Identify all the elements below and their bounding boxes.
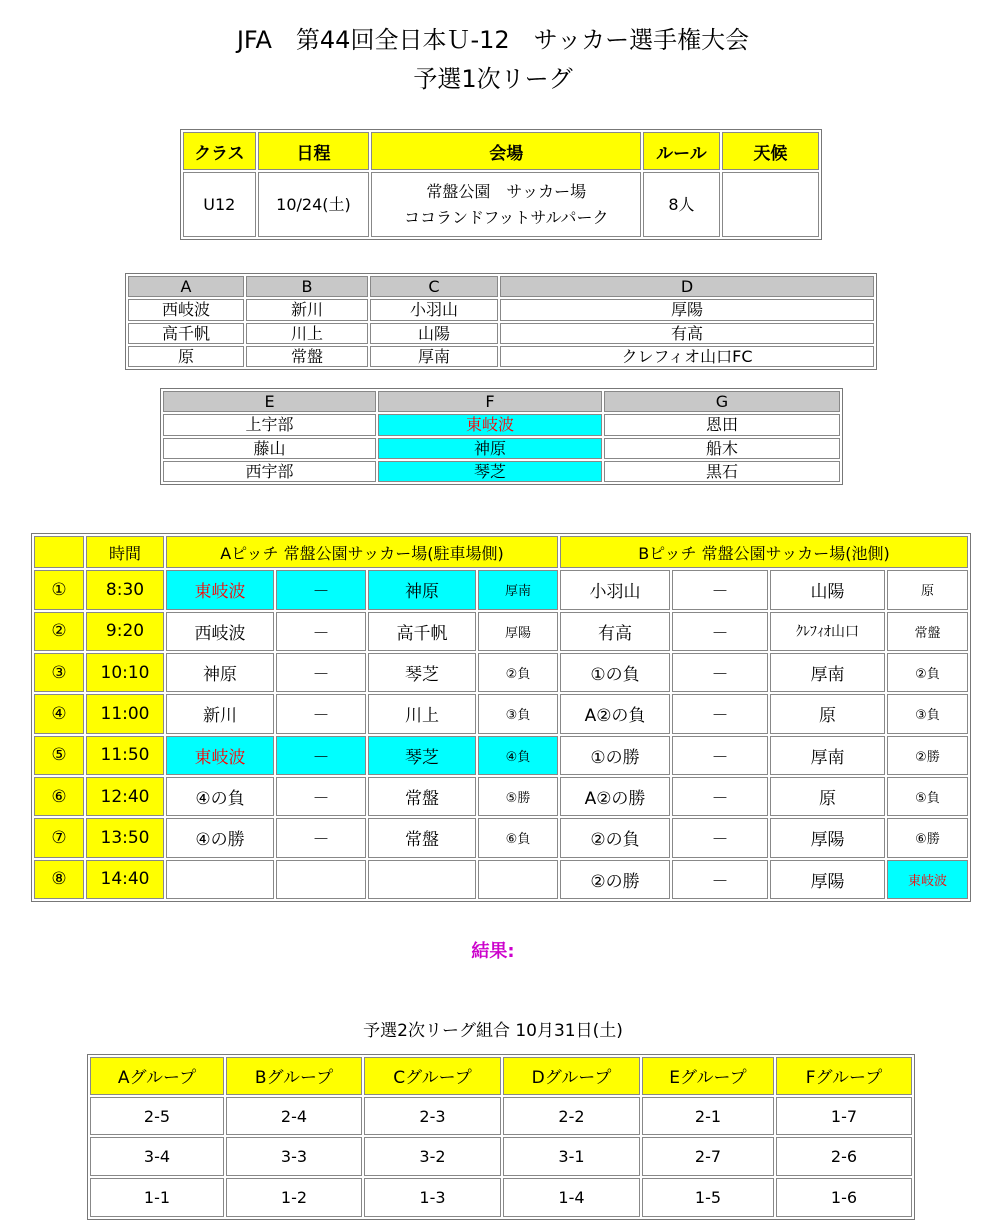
info-rule: 8人 (643, 172, 719, 237)
schedule-cell-br: ③負 (887, 694, 968, 733)
schedule-cell-a2: 神原 (368, 570, 476, 609)
schedule-cell-b1: A②の負 (560, 694, 670, 733)
schedule-row (34, 860, 968, 899)
schedule-cell-a2: 川上 (368, 694, 476, 733)
schedule-cell-br: 東岐波 (887, 860, 968, 899)
header-venue: 会場 (371, 132, 641, 170)
groups-e-g-table (160, 388, 843, 485)
schedule-cell-a2: 常盤 (368, 777, 476, 816)
schedule-cell-a1: ④の勝 (166, 818, 274, 857)
header-class: クラス (183, 132, 256, 170)
round2-cell: 3-1 (503, 1137, 640, 1176)
schedule-cell-b1: ②の負 (560, 818, 670, 857)
team-cell-highlighted: 神原 (378, 438, 602, 459)
schedule-cell-br: 常盤 (887, 612, 968, 651)
team-cell: 原 (128, 346, 244, 367)
group-header: D (500, 276, 874, 297)
team-cell: 船木 (604, 438, 840, 459)
result-label: 結果: (471, 941, 515, 962)
schedule-cell-bv: － (672, 694, 768, 733)
header-rule: ルール (643, 132, 719, 170)
round2-title: 予選2次リーグ組合 10月31日(土) (363, 1021, 623, 1041)
header-weather: 天候 (722, 132, 819, 170)
round2-cell: 2-2 (503, 1097, 640, 1136)
team-cell: 厚南 (370, 346, 498, 367)
schedule-cell-bv: － (672, 570, 768, 609)
schedule-cell-no: ③ (34, 653, 84, 692)
team-cell-highlighted: 琴芝 (378, 461, 602, 482)
venue-line-1: 常盤公園 サッカー場 (426, 181, 587, 201)
round2-table (87, 1054, 915, 1220)
schedule-row (34, 653, 968, 692)
schedule-cell-bv: － (672, 777, 768, 816)
schedule-cell-no: ⑦ (34, 818, 84, 857)
schedule-cell-b2: 厚南 (770, 736, 885, 775)
round2-cell: 1-7 (776, 1097, 912, 1136)
round2-cell: 1-1 (90, 1178, 224, 1217)
schedule-cell-b2: 厚陽 (770, 860, 885, 899)
round2-cell: 1-5 (642, 1178, 774, 1217)
schedule-cell-b1: ②の勝 (560, 860, 670, 899)
schedule-cell-ar: 厚陽 (478, 612, 558, 651)
schedule-cell-br: ②勝 (887, 736, 968, 775)
team-cell: クレフィオ山口FC (500, 346, 874, 367)
schedule-cell-time: 11:00 (86, 694, 164, 733)
schedule-cell-time: 8:30 (86, 570, 164, 609)
schedule-cell-b2: 厚南 (770, 653, 885, 692)
info-weather (722, 172, 819, 237)
group-header: C (370, 276, 498, 297)
schedule-cell-a1 (166, 860, 274, 899)
schedule-cell-no: ⑤ (34, 736, 84, 775)
round2-cell: 2-7 (642, 1137, 774, 1176)
schedule-cell-a2: 高千帆 (368, 612, 476, 651)
schedule-cell-b1: 小羽山 (560, 570, 670, 609)
schedule-cell-ar (478, 860, 558, 899)
round2-cell: 2-6 (776, 1137, 912, 1176)
schedule-cell-b2: 山陽 (770, 570, 885, 609)
round2-cell: 2-1 (642, 1097, 774, 1136)
team-cell: 常盤 (246, 346, 368, 367)
round2-header: Aグループ (90, 1057, 224, 1095)
schedule-cell-a1: 東岐波 (166, 570, 274, 609)
schedule-cell-ar: ⑥負 (478, 818, 558, 857)
round2-cell: 3-2 (364, 1137, 501, 1176)
groups-a-d-table (125, 273, 877, 370)
schedule-cell-no: ① (34, 570, 84, 609)
round2-header: Dグループ (503, 1057, 640, 1095)
schedule-cell-a1: 新川 (166, 694, 274, 733)
schedule-cell-a2: 琴芝 (368, 736, 476, 775)
team-cell: 厚陽 (500, 299, 874, 320)
match-info-table (180, 129, 822, 240)
schedule-cell-br: ⑤負 (887, 777, 968, 816)
team-cell: 恩田 (604, 414, 840, 435)
group-header: F (378, 391, 602, 412)
schedule-cell-time: 10:10 (86, 653, 164, 692)
schedule-row (34, 612, 968, 651)
schedule-cell-no: ⑥ (34, 777, 84, 816)
schedule-cell-a1: 東岐波 (166, 736, 274, 775)
group-header: E (163, 391, 376, 412)
team-cell: 西岐波 (128, 299, 244, 320)
schedule-cell-av: － (276, 694, 366, 733)
team-cell: 西宇部 (163, 461, 376, 482)
round2-cell: 2-4 (226, 1097, 362, 1136)
schedule-cell-a2 (368, 860, 476, 899)
schedule-cell-a1: 神原 (166, 653, 274, 692)
schedule-cell-no: ② (34, 612, 84, 651)
schedule-cell-ar: ②負 (478, 653, 558, 692)
schedule-cell-av: － (276, 736, 366, 775)
schedule-cell-av: － (276, 818, 366, 857)
pitch-a-header: Aピッチ 常盤公園サッカー場(駐車場側) (166, 536, 558, 568)
schedule-cell-br: ②負 (887, 653, 968, 692)
round2-header: Eグループ (642, 1057, 774, 1095)
schedule-cell-b1: 有高 (560, 612, 670, 651)
round2-cell: 1-6 (776, 1178, 912, 1217)
schedule-cell-b1: A②の勝 (560, 777, 670, 816)
team-cell: 小羽山 (370, 299, 498, 320)
round2-header: Cグループ (364, 1057, 501, 1095)
schedule-cell-ar: ④負 (478, 736, 558, 775)
schedule-cell-no: ⑧ (34, 860, 84, 899)
schedule-cell-b2: ｸﾚﾌｨｵ山口 (770, 612, 885, 651)
no-header (34, 536, 84, 568)
team-cell: 藤山 (163, 438, 376, 459)
schedule-cell-ar: ⑤勝 (478, 777, 558, 816)
schedule-cell-b2: 厚陽 (770, 818, 885, 857)
schedule-cell-av: － (276, 612, 366, 651)
schedule-cell-a1: ④の負 (166, 777, 274, 816)
round2-cell: 1-4 (503, 1178, 640, 1217)
schedule-cell-av: － (276, 777, 366, 816)
team-cell: 山陽 (370, 323, 498, 344)
schedule-cell-av (276, 860, 366, 899)
schedule-cell-no: ④ (34, 694, 84, 733)
round2-cell: 1-2 (226, 1178, 362, 1217)
schedule-cell-b2: 原 (770, 694, 885, 733)
schedule-cell-time: 14:40 (86, 860, 164, 899)
schedule-cell-br: 原 (887, 570, 968, 609)
team-cell: 高千帆 (128, 323, 244, 344)
schedule-cell-ar: 厚南 (478, 570, 558, 609)
schedule-cell-bv: － (672, 736, 768, 775)
round2-cell: 2-5 (90, 1097, 224, 1136)
round2-cell: 3-4 (90, 1137, 224, 1176)
team-cell: 川上 (246, 323, 368, 344)
schedule-row (34, 570, 968, 609)
round2-cell: 3-3 (226, 1137, 362, 1176)
time-header: 時間 (86, 536, 164, 568)
page-subtitle: 予選1次リーグ (413, 65, 573, 93)
schedule-cell-bv: － (672, 818, 768, 857)
schedule-row (34, 736, 968, 775)
schedule-cell-br: ⑥勝 (887, 818, 968, 857)
round2-cell: 2-3 (364, 1097, 501, 1136)
schedule-cell-bv: － (672, 612, 768, 651)
schedule-cell-b1: ①の負 (560, 653, 670, 692)
team-cell: 黒石 (604, 461, 840, 482)
header-date: 日程 (258, 132, 370, 170)
schedule-cell-time: 11:50 (86, 736, 164, 775)
schedule-cell-a1: 西岐波 (166, 612, 274, 651)
info-venue (371, 172, 641, 237)
schedule-row (34, 777, 968, 816)
team-cell: 新川 (246, 299, 368, 320)
round2-header: Fグループ (776, 1057, 912, 1095)
schedule-row (34, 818, 968, 857)
team-cell-highlighted: 東岐波 (378, 414, 602, 435)
schedule-row (34, 694, 968, 733)
schedule-cell-b1: ①の勝 (560, 736, 670, 775)
round2-cell: 1-3 (364, 1178, 501, 1217)
venue-line-2: ココランドフットサルパーク (404, 207, 609, 227)
page-title: JFA 第44回全日本Ｕ-12 サッカー選手権大会 (236, 26, 750, 54)
team-cell: 上宇部 (163, 414, 376, 435)
schedule-table (31, 533, 971, 902)
schedule-cell-time: 9:20 (86, 612, 164, 651)
schedule-cell-ar: ③負 (478, 694, 558, 733)
schedule-cell-bv: － (672, 860, 768, 899)
group-header: G (604, 391, 840, 412)
schedule-cell-time: 13:50 (86, 818, 164, 857)
group-header: A (128, 276, 244, 297)
schedule-cell-bv: － (672, 653, 768, 692)
team-cell: 有高 (500, 323, 874, 344)
schedule-cell-av: － (276, 570, 366, 609)
schedule-cell-time: 12:40 (86, 777, 164, 816)
schedule-cell-av: － (276, 653, 366, 692)
pitch-b-header: Bピッチ 常盤公園サッカー場(池側) (560, 536, 968, 568)
schedule-cell-a2: 常盤 (368, 818, 476, 857)
group-header: B (246, 276, 368, 297)
info-date: 10/24(土) (258, 172, 370, 237)
info-class: U12 (183, 172, 256, 237)
round2-header: Bグループ (226, 1057, 362, 1095)
schedule-cell-a2: 琴芝 (368, 653, 476, 692)
schedule-cell-b2: 原 (770, 777, 885, 816)
